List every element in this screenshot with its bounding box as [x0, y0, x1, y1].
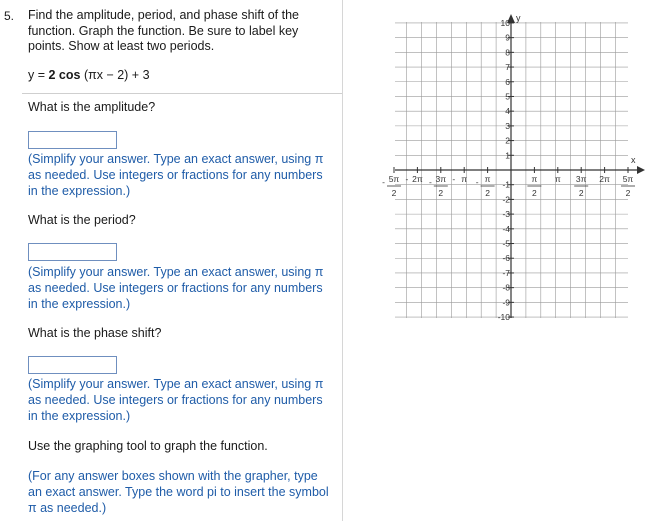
- phase-shift-hint: (Simplify your answer. Type an exact answer, using π as needed. Use integers or fractions for any numbers in the expression.): [28, 377, 324, 423]
- x-axis-arrow-icon: [637, 166, 645, 174]
- y-tick-label: -4: [502, 223, 510, 234]
- x-tick-numerator: π: [554, 174, 561, 184]
- y-tick-label: -9: [502, 297, 510, 308]
- x-tick-label: [574, 167, 588, 198]
- x-tick-sign: -: [452, 174, 456, 184]
- x-tick-numerator: π: [484, 174, 491, 184]
- y-tick-label: 3: [505, 120, 510, 131]
- x-tick-numerator: 3π: [435, 174, 447, 184]
- y-axis-label: y: [516, 13, 521, 23]
- x-tick-numerator: π: [461, 174, 468, 184]
- y-tick-label: -7: [502, 267, 510, 278]
- x-tick-denominator: 2: [391, 188, 397, 198]
- equation-rest: (πx − 2) + 3: [80, 68, 150, 82]
- x-tick-sign: -: [382, 177, 385, 187]
- x-tick-label: [382, 167, 401, 198]
- y-tick-label: 9: [505, 32, 510, 43]
- y-tick-label: -3: [502, 209, 510, 220]
- y-tick-label: 6: [505, 76, 510, 87]
- x-tick-numerator: 5π: [622, 174, 634, 184]
- x-tick-label: [476, 167, 495, 198]
- amplitude-question: What is the amplitude?: [28, 100, 156, 114]
- x-tick-denominator: 2: [578, 188, 584, 198]
- y-tick-label: 10: [500, 17, 510, 28]
- graphing-instruction: Use the graphing tool to graph the function.: [28, 439, 268, 453]
- x-tick-sign: -: [405, 174, 409, 184]
- y-tick-label: -8: [502, 282, 510, 293]
- x-tick-numerator: π: [531, 174, 538, 184]
- y-tick-label: 4: [505, 106, 510, 117]
- period-hint: (Simplify your answer. Type an exact answer, using π as needed. Use integers or fractions for any numbers in the expression.): [28, 265, 324, 311]
- y-tick-label: 8: [505, 47, 510, 58]
- x-tick-numerator: 2π: [599, 174, 610, 184]
- x-tick-denominator: 2: [625, 188, 631, 198]
- amplitude-hint: (Simplify your answer. Type an exact answer, using π as needed. Use integers or fractions for any numbers in the expression.): [28, 152, 324, 198]
- y-tick-label: 7: [505, 62, 510, 73]
- x-tick-label: [429, 167, 448, 198]
- y-tick-label: 2: [505, 135, 510, 146]
- y-tick-label: 1: [505, 150, 510, 161]
- x-tick-denominator: 2: [532, 188, 537, 198]
- y-tick-label: 5: [505, 91, 510, 102]
- x-tick-label: [527, 167, 541, 198]
- y-tick-label: -10: [497, 312, 510, 323]
- phase-shift-question: What is the phase shift?: [28, 326, 162, 340]
- x-tick-numerator: 2π: [412, 174, 423, 184]
- equation-lhs: y =: [28, 68, 49, 82]
- x-tick-denominator: 2: [485, 188, 490, 198]
- problem-number: 5.: [4, 9, 15, 23]
- graphing-hint: (For any answer boxes shown with the grapher, type an exact answer. Type the word pi to insert the symbol π as needed.): [28, 469, 329, 515]
- x-tick-sign: -: [428, 177, 432, 187]
- x-tick-label: [621, 167, 635, 198]
- y-tick-label: -5: [502, 238, 510, 249]
- period-question: What is the period?: [28, 213, 136, 227]
- x-axis-label: x: [631, 155, 636, 165]
- x-tick-numerator: 5π: [388, 174, 400, 184]
- y-tick-label: -6: [502, 253, 510, 264]
- x-tick-sign: -: [475, 177, 479, 187]
- x-tick-numerator: 3π: [575, 174, 587, 184]
- y-tick-label: -1: [502, 179, 510, 190]
- problem-prompt: Find the amplitude, period, and phase shift of the function. Graph the function. Be sure to label key points. Show at least two periods.: [28, 8, 300, 53]
- x-tick-denominator: 2: [438, 188, 444, 198]
- equation-main: 2 cos: [48, 68, 81, 82]
- x-axis: [395, 155, 645, 174]
- y-tick-label: -2: [502, 194, 510, 205]
